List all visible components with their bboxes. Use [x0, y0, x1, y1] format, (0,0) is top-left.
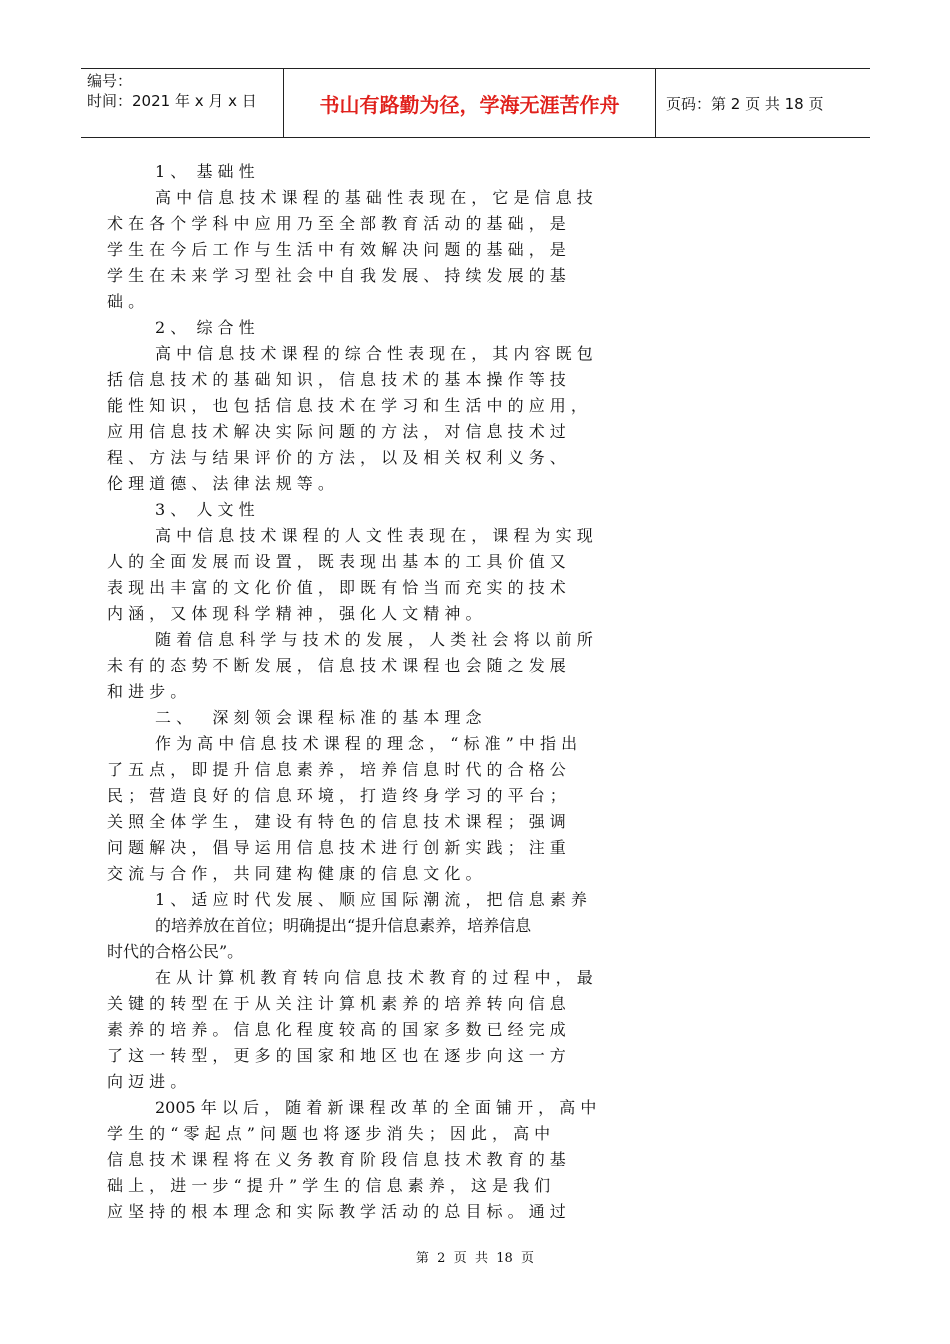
body-line: 在 从 计 算 机 教 育 转 向 信 息 技 术 教 育 的 过 程 中 ， 最 — [155, 968, 593, 987]
body-line: 高 中 信 息 技 术 课 程 的 综 合 性 表 现 在 ， 其 内 容 既 包 — [155, 344, 593, 363]
body-line: 向 迈 进 。 — [107, 1072, 187, 1091]
body-line: 未 有 的 态 势 不 断 发 展 ， 信 息 技 术 课 程 也 会 随 之 发 展 — [107, 656, 566, 675]
document-number-label: 编号： — [87, 72, 133, 90]
body-line: 关 照 全 体 学 生 ， 建 设 有 特 色 的 信 息 技 术 课 程 ； 强 调 — [107, 812, 566, 831]
date-label: 时间：2021 年 x 月 x 日 — [87, 92, 257, 110]
page-header — [81, 68, 870, 138]
body-line: 1 、 基 础 性 — [155, 162, 255, 181]
page-footer: 第 2 页 共 18 页 — [415, 1251, 535, 1266]
body-line: 了 这 一 转 型 ， 更 多 的 国 家 和 地 区 也 在 逐 步 向 这 一 方 — [107, 1046, 566, 1065]
header-motto: 书山有路勤为径，学海无涯苦作舟 — [284, 69, 656, 137]
body-line: 内 涵 ， 又 体 现 科 学 精 神 ， 强 化 人 文 精 神 。 — [107, 604, 482, 623]
body-line: 3 、 人 文 性 — [155, 500, 255, 519]
body-line: 了 五 点 ， 即 提 升 信 息 素 养 ， 培 养 信 息 时 代 的 合 格 公 — [107, 760, 566, 779]
body-line: 应 用 信 息 技 术 解 决 实 际 问 题 的 方 法 ， 对 信 息 技 术 过 — [107, 422, 566, 441]
body-line: 应 坚 持 的 根 本 理 念 和 实 际 教 学 活 动 的 总 目 标 。 通 过 — [107, 1202, 566, 1221]
body-line: 能 性 知 识 ， 也 包 括 信 息 技 术 在 学 习 和 生 活 中 的 应 用 ， — [107, 396, 587, 415]
body-line: 伦 理 道 德 、 法 律 法 规 等 。 — [107, 474, 334, 493]
body-line: 素 养 的 培 养 。 信 息 化 程 度 较 高 的 国 家 多 数 已 经 完 成 — [107, 1020, 566, 1039]
body-line: 1 、 适 应 时 代 发 展 、 顺 应 国 际 潮 流 ， 把 信 息 素 养 — [155, 890, 587, 909]
body-line: 括 信 息 技 术 的 基 础 知 识 ， 信 息 技 术 的 基 本 操 作 等 技 — [107, 370, 566, 389]
body-line: 础 。 — [107, 292, 145, 311]
body-line: 关 键 的 转 型 在 于 从 关 注 计 算 机 素 养 的 培 养 转 向 信 息 — [107, 994, 566, 1013]
body-line: 交 流 与 合 作 ， 共 同 建 构 健 康 的 信 息 文 化 。 — [107, 864, 482, 883]
body-line: 术 在 各 个 学 科 中 应 用 乃 至 全 部 教 育 活 动 的 基 础 ， 是 — [107, 214, 566, 233]
body-line: 作 为 高 中 信 息 技 术 课 程 的 理 念 ， “ 标 准 ” 中 指 出 — [155, 734, 578, 753]
body-line: 和 进 步 。 — [107, 682, 187, 701]
body-line: 的培养放在首位；明确提出“提升信息素养，培养信息 — [155, 916, 532, 935]
body-line: 信 息 技 术 课 程 将 在 义 务 教 育 阶 段 信 息 技 术 教 育 的 基 — [107, 1150, 566, 1169]
body-line: 表 现 出 丰 富 的 文 化 价 值 ， 即 既 有 恰 当 而 充 实 的 技 术 — [107, 578, 566, 597]
body-line: 高 中 信 息 技 术 课 程 的 人 文 性 表 现 在 ， 课 程 为 实 现 — [155, 526, 593, 545]
body-line: 学 生 在 今 后 工 作 与 生 活 中 有 效 解 决 问 题 的 基 础 ， 是 — [107, 240, 566, 259]
body-line: 高 中 信 息 技 术 课 程 的 基 础 性 表 现 在 ， 它 是 信 息 技 — [155, 188, 593, 207]
body-line: 程 、 方 法 与 结 果 评 价 的 方 法 ， 以 及 相 关 权 利 义 务 、 — [107, 448, 566, 467]
body-line: 民 ； 营 造 良 好 的 信 息 环 境 ， 打 造 终 身 学 习 的 平 台 ； — [107, 786, 566, 805]
body-line: 随 着 信 息 科 学 与 技 术 的 发 展 ， 人 类 社 会 将 以 前 所 — [155, 630, 593, 649]
header-meta — [81, 69, 284, 137]
body-line: 问 题 解 决 ， 倡 导 运 用 信 息 技 术 进 行 创 新 实 践 ； 注 重 — [107, 838, 566, 857]
body-line: 二 、 深 刻 领 会 课 程 标 准 的 基 本 理 念 — [155, 708, 482, 727]
body-line: 础 上 ， 进 一 步 “ 提 升 ” 学 生 的 信 息 素 养 ， 这 是 我 们 — [107, 1176, 551, 1195]
header-page-info: 页码：第 2 页 共 18 页 — [666, 94, 824, 113]
body-line: 2005 年 以 后 ， 随 着 新 课 程 改 革 的 全 面 铺 开 ， 高 中 — [155, 1098, 597, 1117]
body-line: 人 的 全 面 发 展 而 设 置 ， 既 表 现 出 基 本 的 工 具 价 值 又 — [107, 552, 566, 571]
body-line: 时代的合格公民”。 — [107, 942, 244, 961]
body-line: 2 、 综 合 性 — [155, 318, 255, 337]
body-line: 学 生 的 “ 零 起 点 ” 问 题 也 将 逐 步 消 失 ； 因 此 ， 高 中 — [107, 1124, 551, 1143]
body-line: 学 生 在 未 来 学 习 型 社 会 中 自 我 发 展 、 持 续 发 展 的 基 — [107, 266, 566, 285]
